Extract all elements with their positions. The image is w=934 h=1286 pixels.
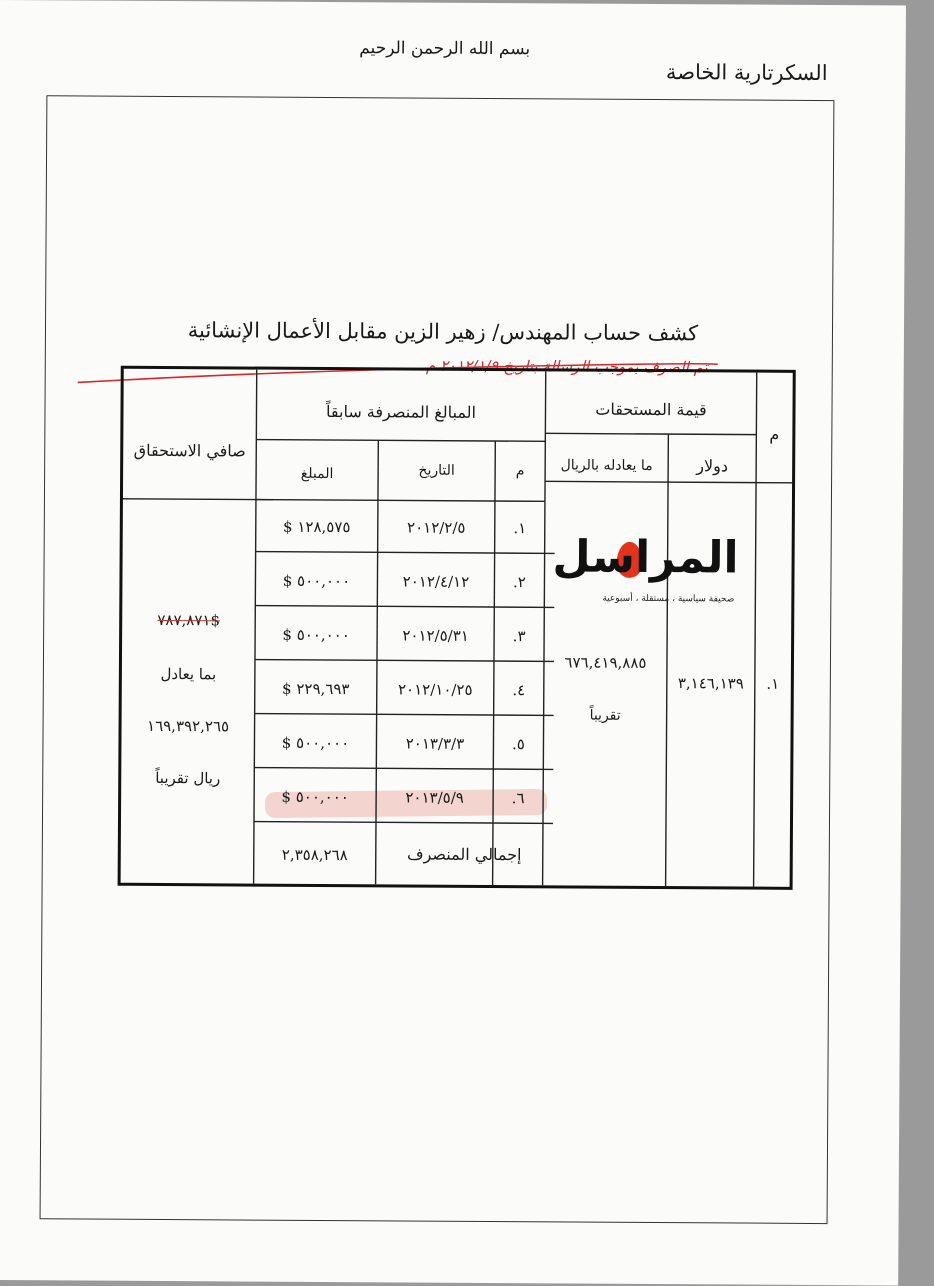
payment-no: ٤. <box>494 681 544 699</box>
net-due-rial: ١٦٩,٣٩٢,٢٦٥ <box>122 717 255 736</box>
payment-date: ٢٠١٢/١٠/٢٥ <box>377 680 494 699</box>
total-label: إجمالي المنصرف <box>376 844 553 864</box>
header-dues-value: قيمة المستحقات <box>545 399 756 419</box>
payment-amount: ٥٠٠,٠٠٠ $ <box>254 734 376 753</box>
net-due-rial-note: ريال تقريباً <box>121 769 254 788</box>
office-heading: السكرتارية الخاصة <box>600 60 828 85</box>
payment-date: ٢٠١٢/٢/٥ <box>378 518 495 537</box>
dollar-value: ٣,١٤٦,١٣٩ <box>667 674 755 693</box>
total-value: ٢,٣٥٨,٢٦٨ <box>254 846 376 865</box>
payment-no: ١. <box>495 519 545 537</box>
header-previous-payments: المبالغ المنصرفة سابقاً <box>256 402 545 423</box>
payment-no: ٦. <box>493 789 543 807</box>
net-due-amount: $٧٨٧,٨٧١ <box>122 611 255 630</box>
header-rial-equivalent: ما يعادله بالريال <box>545 457 668 474</box>
payment-date: ٢٠١٢/٤/١٢ <box>377 572 494 591</box>
account-table <box>118 366 796 890</box>
basmala: بسم الله الرحمن الرحيم <box>300 38 590 60</box>
rial-value: ٦٧٦,٤١٩,٨٨٥ <box>544 653 667 672</box>
header-payment-no: م <box>495 463 545 479</box>
document-title: كشف حساب المهندس/ زهير الزين مقابل الأعمال الإنشائية <box>148 318 738 346</box>
payment-amount: ٢٢٩,٦٩٣ $ <box>255 680 377 699</box>
header-dollar: دولار <box>668 456 756 476</box>
payment-amount: ٥٠٠,٠٠٠ $ <box>255 626 377 645</box>
header-amount: المبلغ <box>256 466 378 483</box>
main-row-serial: ١. <box>755 675 791 693</box>
logo-name: المراسل <box>552 531 738 583</box>
payment-date: ٢٠١٣/٣/٣ <box>376 734 493 753</box>
payment-date: ٢٠١٢/٥/٣١ <box>377 626 494 645</box>
payment-no: ٥. <box>493 735 543 753</box>
handwritten-note-text: تم الصرف بموجب الرسالة بتاريخ ٢٠١٢/١/٩ م <box>426 357 710 377</box>
header-date: التاريخ <box>378 462 495 479</box>
header-net-due: صافي الاستحقاق <box>123 441 256 461</box>
header-serial: م <box>756 425 792 444</box>
payment-no: ٢. <box>494 573 544 591</box>
rial-note: تقريباً <box>544 707 667 724</box>
logo-tagline: صحيفة سياسية ، مستقلة ، أسبوعية <box>602 594 734 605</box>
payment-amount: ١٢٨,٥٧٥ $ <box>256 518 378 537</box>
watermark-logo <box>552 531 742 612</box>
payment-no: ٣. <box>494 627 544 645</box>
payment-amount: ٥٠٠,٠٠٠ $ <box>254 788 376 807</box>
payment-date: ٢٠١٣/٥/٩ <box>376 788 493 807</box>
net-due-equiv-label: بما يعادل <box>122 665 255 684</box>
payment-amount: ٥٠٠,٠٠٠ $ <box>255 572 377 591</box>
